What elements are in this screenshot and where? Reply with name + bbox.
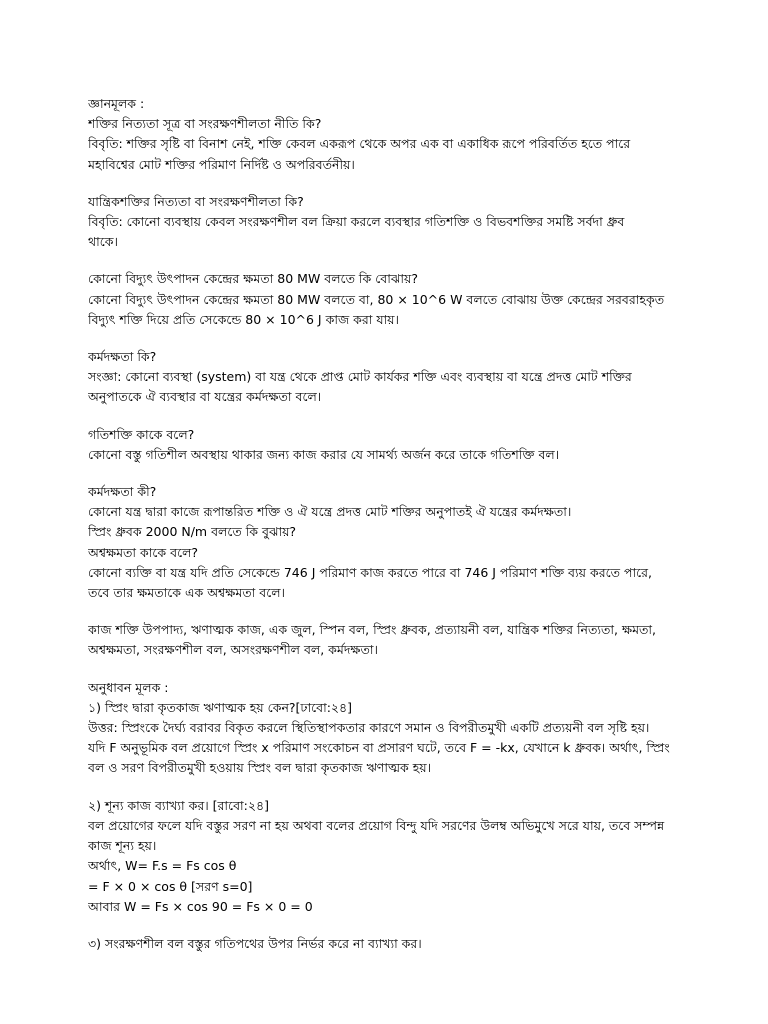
section-heading-knowledge: জ্ঞানমূলক :	[88, 96, 145, 111]
question-text: কর্মদক্ষতা কী?	[88, 484, 157, 500]
answer-text: মহাবিশ্বের মোট শক্তির পরিমাণ নির্দিষ্ট ও অপরিবর্তনীয়।	[88, 156, 355, 172]
answer-text: উত্তর: স্প্রিংকে দৈর্ঘ্য বরাবর বিকৃত করলে স্থিতিস্থাপকতার কারণে সমান ও বিপরীতমুখী একটি প্রত্যয়নী বল সৃষ্টি হয়।	[88, 720, 650, 736]
question-text: কর্মদক্ষতা কি?	[88, 349, 157, 365]
answer-text: তবে তার ক্ষমতাকে এক অশ্বক্ষমতা বলে।	[88, 585, 285, 601]
question-text: কোনো বিদ্যুৎ উৎপাদন কেন্দ্রের ক্ষমতা 80 MW বলতে কি বোঝায়?	[88, 271, 418, 287]
keyword-list: অশ্বক্ষমতা, সংরক্ষণশীল বল, অসংরক্ষণশীল বল, কর্মদক্ষতা।	[88, 642, 379, 658]
equation-line: আবার W = Fs × cos 90 = Fs × 0 = 0	[88, 898, 313, 914]
answer-text: সংজ্ঞা: কোনো ব্যবস্থা (system) বা যন্ত্র থেকে প্রাপ্ত মোট কার্যকর শক্তি এবং ব্যবস্থায় বা যন্ত্রে প্রদত্ত মোট শক্তির	[88, 369, 632, 385]
keyword-list: কাজ শক্তি উপপাদ্য, ঋণাত্মক কাজ, এক জুল, স্পিন বল, স্প্রিং ধ্রুবক, প্রত্যায়নী বল, যান্ত্রিক শক্তির নিত্যতা, ক্ষমতা,	[88, 622, 657, 638]
answer-text: বিবৃতি: কোনো ব্যবস্থায় কেবল সংরক্ষণশীল বল ক্রিয়া করলে ব্যবস্থার গতিশক্তি ও বিভবশক্তির সমষ্টি সর্বদা ধ্রুব	[88, 214, 625, 230]
question-text: যান্ত্রিকশক্তির নিত্যতা বা সংরক্ষণশীলতা কি?	[88, 193, 304, 209]
answer-text: কাজ শূন্য হয়।	[88, 838, 157, 854]
answer-text: বিবৃতি: শক্তির সৃষ্টি বা বিনাশ নেই, শক্তি কেবল একরূপ থেকে অপর এক বা একাধিক রূপে পরিবর্তিত হতে পারে	[88, 136, 631, 152]
question-text: ৩) সংরক্ষণশীল বল বস্তুর গতিপথের উপর নির্ভর করে না ব্যাখ্যা কর।	[88, 935, 422, 951]
answer-text: যদি F অনুভূমিক বল প্রয়োগে স্প্রিং x পরিমাণ সংকোচন বা প্রসারণ ঘটে, তবে F = -kx, যেখানে k ধ্রুবক। অর্থাৎ, স্প্রিং	[88, 740, 670, 756]
question-text: ২) শূন্য কাজ ব্যাখ্যা কর। [রাবো:২৪]	[88, 797, 269, 813]
question-text: স্প্রিং ধ্রুবক 2000 N/m বলতে কি বুঝায়?	[88, 524, 297, 540]
equation-line: = F × 0 × cos θ [সরণ s=0]	[88, 878, 253, 894]
question-text: শক্তির নিত্যতা সূত্র বা সংরক্ষণশীলতা নীতি কি?	[88, 116, 322, 132]
answer-text: থাকে।	[88, 234, 118, 250]
answer-text: কোনো বিদ্যুৎ উৎপাদন কেন্দ্রের ক্ষমতা 80 MW বলতে বা, 80 × 10^6 W বলতে বোঝায় উক্ত কেন্দ্রের সরবরাহকৃত	[88, 291, 665, 307]
question-text: অশ্বক্ষমতা কাকে বলে?	[88, 544, 199, 560]
answer-text: বিদ্যুৎ শক্তি দিয়ে প্রতি সেকেন্ডে 80 × 10^6 J কাজ করা যায়।	[88, 311, 399, 327]
answer-text: কোনো যন্ত্র দ্বারা কাজে রূপান্তরিত শক্তি ও ঐ যন্ত্রে প্রদত্ত মোট শক্তির অনুপাতই ঐ যন্ত্রের কর্মদক্ষতা।	[88, 504, 572, 520]
answer-text: অনুপাতকে ঐ ব্যবস্থার বা যন্ত্রের কর্মদক্ষতা বলে।	[88, 389, 322, 405]
answer-text: কোনো ব্যক্তি বা যন্ত্র যদি প্রতি সেকেন্ডে 746 J পরিমাণ কাজ করতে পারে বা 746 J পরিমাণ শক্তি ব্যয় করতে পারে,	[88, 564, 652, 580]
answer-text: বল ও সরণ বিপরীতমুখী হওয়ায় স্প্রিং বল দ্বারা কৃতকাজ ঋণাত্মক হয়।	[88, 760, 432, 776]
answer-text: বল প্রয়োগের ফলে যদি বস্তুর সরণ না হয় অথবা বলের প্রয়োগ বিন্দু যদি সরণের উলম্ব অভিমুখে সরে যায়, তবে সম্পন্ন	[88, 817, 665, 833]
question-text: ১) স্প্রিং দ্বারা কৃতকাজ ঋণাত্মক হয় কেন?[ঢাবো:২৪]	[88, 699, 353, 715]
answer-text: কোনো বস্তু গতিশীল অবস্থায় থাকার জন্য কাজ করার যে সামর্থ্য অর্জন করে তাকে গতিশক্তি বল।	[88, 446, 560, 462]
question-text: গতিশক্তি কাকে বলে?	[88, 426, 195, 442]
equation-line: অর্থাৎ, W= F.s = Fs cos θ	[88, 858, 237, 874]
section-heading-comprehension: অনুধাবন মূলক :	[88, 679, 169, 695]
